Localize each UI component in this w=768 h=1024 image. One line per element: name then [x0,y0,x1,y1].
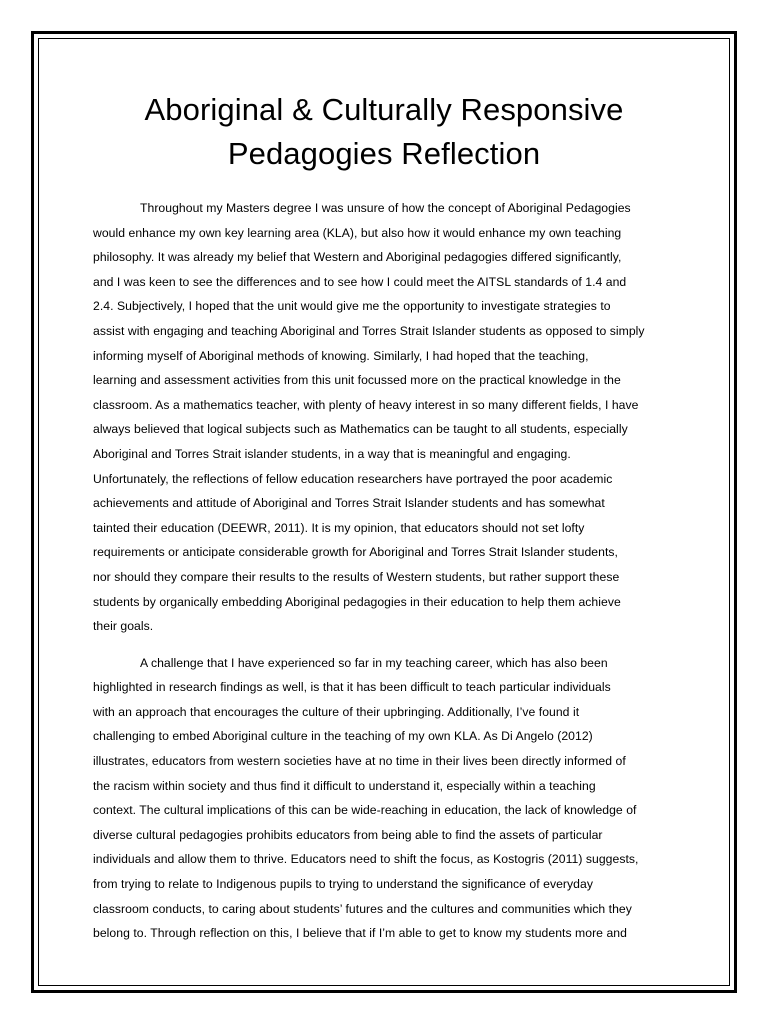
text-line: philosophy. It was already my belief that Western and Aboriginal pedagogies differed significantly, [93,250,622,265]
text-line: with an approach that encourages the culture of their upbringing. Additionally, I’ve found it [93,704,580,719]
text-line: classroom conducts, to caring about students’ futures and the cultures and communities which they [93,901,632,916]
title-line: Pedagogies Reflection [227,136,541,171]
text-line: achievements and attitude of Aboriginal and Torres Strait Islander students and has somewhat [93,496,605,511]
text-line: belong to. Through reflection on this, I believe that if I’m able to get to know my students more and [93,926,627,941]
title-line: Aboriginal & Culturally Responsive [144,92,624,127]
text-line: and I was keen to see the differences and to see how I could meet the AITSL standards of 1.4 and [93,274,627,289]
text-line: tainted their education (DEEWR, 2011). It is my opinion, that educators should not set lofty [93,520,585,535]
text-line: diverse cultural pedagogies prohibits educators from being able to find the assets of particular [93,827,603,842]
text-line: challenging to embed Aboriginal culture in the teaching of my own KLA. As Di Angelo (2012) [93,729,593,744]
text-line: classroom. As a mathematics teacher, with plenty of heavy interest in so many different fields, I have [93,397,639,412]
document-title [93,88,675,176]
text-line: assist with engaging and teaching Aboriginal and Torres Strait Islander students as opposed to simply [93,323,645,338]
text-line: A challenge that I have experienced so far in my teaching career, which has also been [140,655,608,670]
text-line: Throughout my Masters degree I was unsure of how the concept of Aboriginal Pedagogies [140,201,631,215]
text-line: always believed that logical subjects such as Mathematics can be taught to all students, especially [93,422,628,437]
text-line: nor should they compare their results to the results of Western students, but rather support these [93,569,620,584]
text-line: the racism within society and thus find it difficult to understand it, especially within a teaching [93,778,596,793]
text-line: requirements or anticipate considerable growth for Aboriginal and Torres Strait Islander students, [93,545,618,560]
text-line: would enhance my own key learning area (KLA), but also how it would enhance my own teaching [93,225,622,240]
text-line: individuals and allow them to thrive. Educators need to shift the focus, as Kostogris (2011) suggests, [93,852,639,867]
text-line: Aboriginal and Torres Strait islander students, in a way that is meaningful and engaging. [93,446,571,461]
text-line: Unfortunately, the reflections of fellow education researchers have portrayed the poor academic [93,471,613,486]
text-line: highlighted in research findings as well, is that it has been difficult to teach particular individuals [93,680,611,695]
text-line: informing myself of Aboriginal methods of knowing. Similarly, I had hoped that the teaching, [93,348,589,363]
text-line: context. The cultural implications of this can be wide-reaching in education, the lack of knowledge of [93,803,637,818]
text-line: 2.4. Subjectively, I hoped that the unit would give me the opportunity to investigate strategies to [93,299,611,314]
paragraph-1 [93,196,675,639]
text-line: from trying to relate to Indigenous pupils to trying to understand the significance of everyday [93,877,593,892]
text-line: students by organically embedding Aboriginal pedagogies in their education to help them achieve [93,594,621,609]
document-body [93,88,675,958]
text-line: learning and assessment activities from this unit focussed more on the practical knowledge in the [93,373,621,388]
paragraph-2 [93,651,675,946]
text-line: illustrates, educators from western societies have at no time in their lives been directly informed of [93,754,626,769]
text-line: their goals. [93,619,154,634]
